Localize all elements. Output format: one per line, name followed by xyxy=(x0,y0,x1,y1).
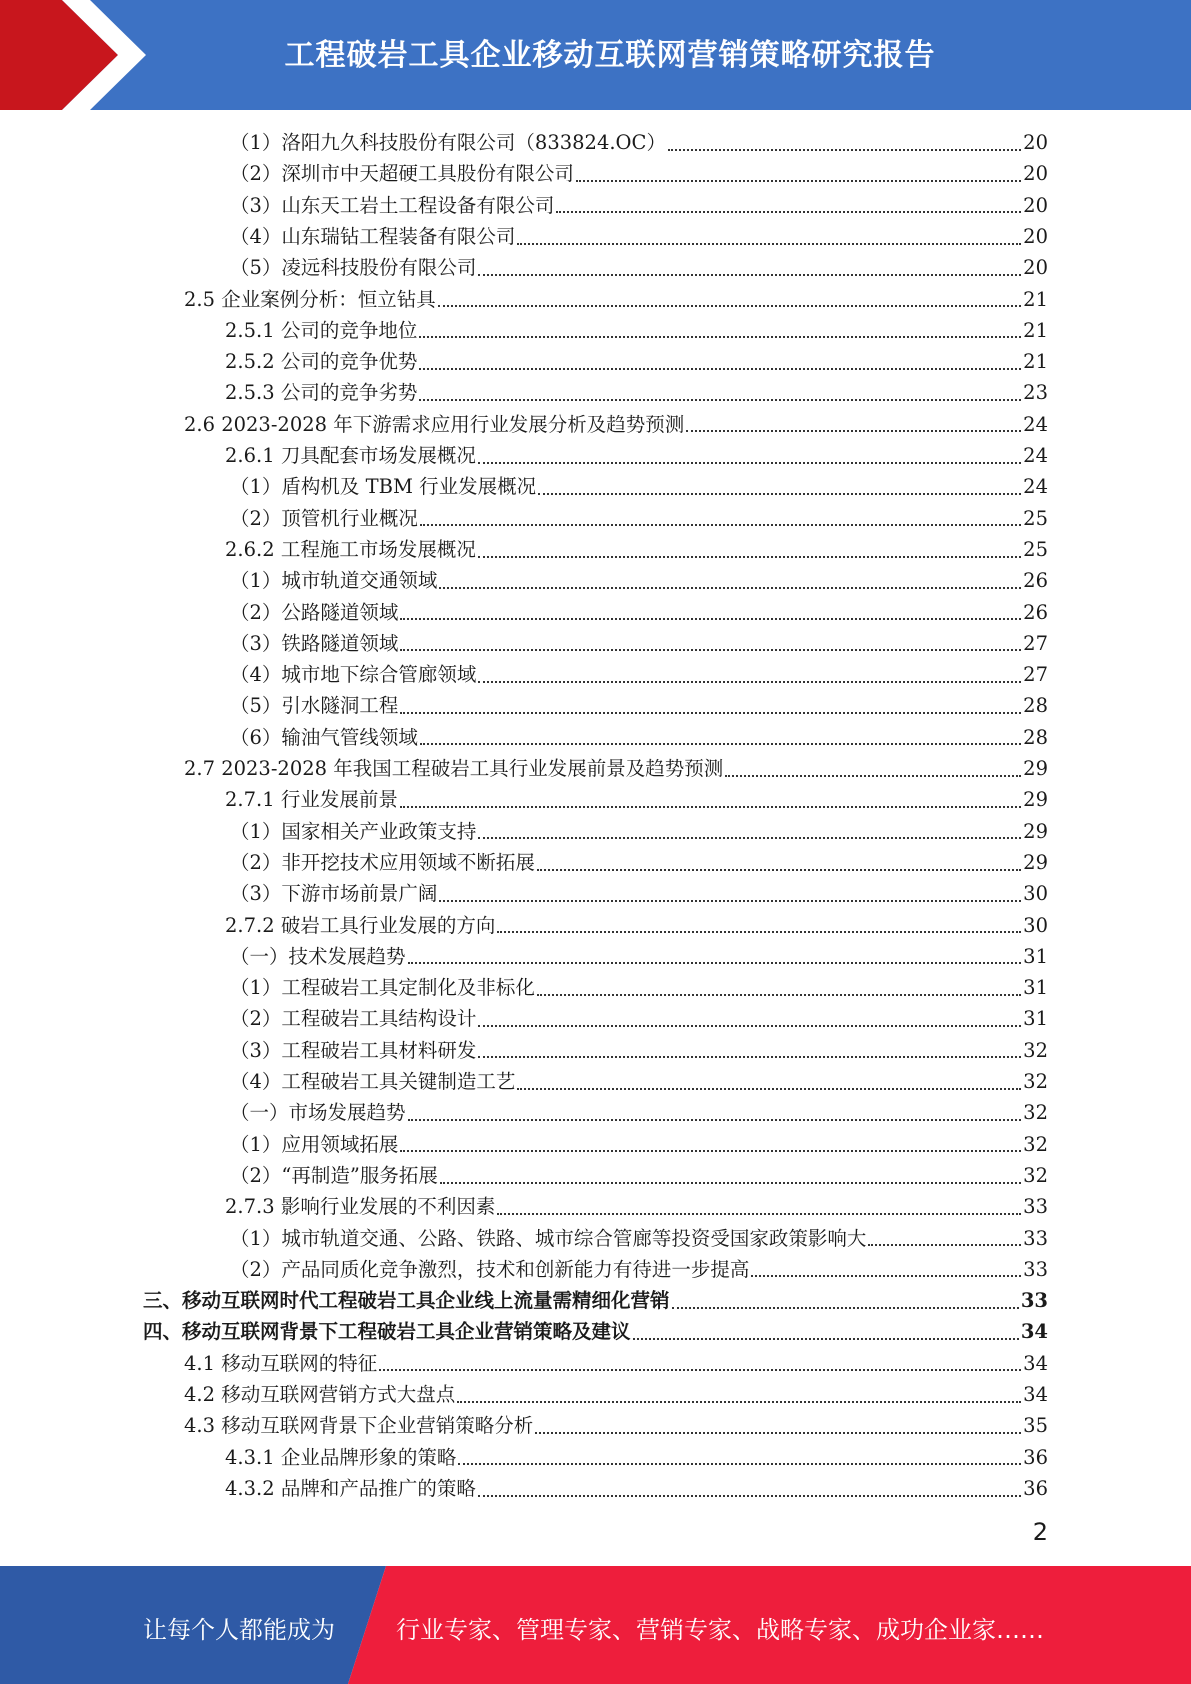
toc-leader-dots xyxy=(478,556,1021,558)
toc-entry-title: （2）工程破岩工具结构设计 xyxy=(230,1007,477,1031)
report-title: 工程破岩工具企业移动互联网营销策略研究报告 xyxy=(284,38,936,73)
toc-leader-dots xyxy=(419,368,1021,370)
toc-entry-page: 21 xyxy=(1023,318,1048,342)
toc-entry[interactable] xyxy=(230,972,1048,1003)
toc-leader-dots xyxy=(400,712,1021,714)
toc-leader-dots xyxy=(478,681,1021,683)
toc-entry-title: 4.3.2 品牌和产品推广的策略 xyxy=(225,1476,476,1500)
toc-entry-page: 20 xyxy=(1023,256,1048,280)
toc-entry-title: （1）洛阳九久科技股份有限公司（833824.OC） xyxy=(230,131,666,154)
toc-entry-title: 2.6.2 工程施工市场发展概况 xyxy=(225,537,476,561)
toc-entry-title: （5）引水隧洞工程 xyxy=(230,694,399,718)
toc-leader-dots xyxy=(400,618,1021,620)
toc-entry-title: 2.6 2023-2028 年下游需求应用行业发展分析及趋势预测 xyxy=(184,412,685,436)
toc-entry[interactable] xyxy=(225,346,1048,377)
toc-entry[interactable] xyxy=(230,1129,1048,1160)
toc-entry-title: （1）城市轨道交通、公路、铁路、城市综合管廊等投资受国家政策影响大 xyxy=(230,1226,867,1250)
toc-entry[interactable] xyxy=(184,1379,1048,1410)
toc-entry-page: 27 xyxy=(1023,663,1048,687)
toc-leader-dots xyxy=(439,900,1021,902)
toc-entry-page: 36 xyxy=(1023,1445,1048,1469)
toc-entry-title: （4）城市地下综合管廊领域 xyxy=(230,663,477,687)
toc-leader-dots xyxy=(868,1244,1021,1246)
toc-leader-dots xyxy=(457,1401,1021,1403)
toc-leader-dots xyxy=(400,806,1021,808)
toc-entry[interactable] xyxy=(225,910,1048,941)
toc-entry-page: 31 xyxy=(1023,944,1048,968)
toc-leader-dots xyxy=(576,180,1021,182)
toc-leader-dots xyxy=(420,743,1021,745)
toc-entry-title: 2.6.1 刀具配套市场发展概况 xyxy=(225,444,476,467)
toc-entry-title: （3）铁路隧道领域 xyxy=(230,631,399,655)
toc-entry-page: 33 xyxy=(1023,1195,1048,1219)
toc-entry-title: （2）顶管机行业概况 xyxy=(230,506,418,530)
toc-entry-page: 29 xyxy=(1023,850,1048,874)
toc-entry[interactable] xyxy=(225,377,1048,408)
toc-leader-dots xyxy=(408,1119,1022,1121)
toc-entry-title: （2）公路隧道领域 xyxy=(230,600,399,624)
toc-leader-dots xyxy=(400,649,1021,651)
toc-leader-dots xyxy=(478,274,1021,276)
toc-entry[interactable] xyxy=(230,816,1048,847)
toc-entry-page: 29 xyxy=(1023,788,1048,812)
toc-leader-dots xyxy=(478,462,1021,464)
toc-entry-title: （3）下游市场前景广阔 xyxy=(230,882,438,906)
toc-entry-page: 36 xyxy=(1023,1476,1048,1500)
toc-leader-dots xyxy=(478,1025,1021,1027)
toc-entry[interactable] xyxy=(230,221,1048,252)
toc-entry-page: 33 xyxy=(1023,1257,1048,1281)
toc-entry-title: （1）城市轨道交通领域 xyxy=(230,569,438,593)
toc-entry-title: 2.5.3 公司的竞争劣势 xyxy=(225,381,418,405)
toc-entry-page: 25 xyxy=(1023,537,1048,561)
toc-entry[interactable] xyxy=(230,1160,1048,1191)
toc-entry[interactable] xyxy=(184,1410,1048,1441)
toc-entry-page: 30 xyxy=(1023,882,1048,906)
toc-leader-dots xyxy=(458,1463,1021,1465)
toc-entry-title: 2.7.3 影响行业发展的不利因素 xyxy=(225,1195,496,1219)
toc-entry[interactable] xyxy=(230,1097,1048,1128)
toc-entry-page: 35 xyxy=(1023,1414,1048,1438)
toc-entry-page: 28 xyxy=(1023,725,1048,749)
toc-entry-page: 28 xyxy=(1023,694,1048,718)
toc-entry-page: 31 xyxy=(1023,976,1048,1000)
footer-slogan-right: 行业专家、管理专家、营销专家、战略专家、成功企业家…… xyxy=(396,1616,1044,1644)
toc-entry-page: 26 xyxy=(1023,569,1048,593)
toc-entry-page: 26 xyxy=(1023,600,1048,624)
toc-entry[interactable] xyxy=(230,127,1048,158)
toc-entry-page: 32 xyxy=(1023,1132,1048,1156)
toc-entry-page: 24 xyxy=(1023,475,1048,499)
toc-entry-page: 32 xyxy=(1023,1163,1048,1187)
toc-leader-dots xyxy=(517,1088,1021,1090)
toc-entry-title: （6）输油气管线领域 xyxy=(230,725,418,749)
toc-entry-title: 2.7.1 行业发展前景 xyxy=(225,788,398,812)
toc-entry[interactable] xyxy=(225,315,1048,346)
page-footer xyxy=(0,1566,1191,1684)
page-number: 2 xyxy=(1032,1518,1048,1546)
toc-leader-dots xyxy=(478,837,1021,839)
toc-entry[interactable] xyxy=(184,284,1048,315)
toc-entry[interactable] xyxy=(143,1285,1048,1316)
toc-entry-page: 30 xyxy=(1023,913,1048,937)
toc-entry-title: （4）工程破岩工具关键制造工艺 xyxy=(230,1070,516,1093)
toc-entry[interactable] xyxy=(143,1316,1048,1347)
toc-entry-page: 29 xyxy=(1023,819,1048,843)
toc-entry[interactable] xyxy=(225,534,1048,565)
footer-slogan-left: 让每个人都能成为 xyxy=(143,1616,335,1644)
toc-entry-title: 4.2 移动互联网营销方式大盘点 xyxy=(184,1383,456,1406)
toc-leader-dots xyxy=(668,149,1021,151)
toc-leader-dots xyxy=(439,587,1021,589)
toc-entry-page: 34 xyxy=(1023,1351,1048,1375)
toc-entry[interactable] xyxy=(230,690,1048,721)
toc-entry-page: 34 xyxy=(1023,1383,1048,1406)
toc-entry-page: 33 xyxy=(1020,1289,1048,1313)
toc-entry-title: （4）山东瑞钻工程装备有限公司 xyxy=(230,224,516,248)
toc-entry-title: 2.7 2023-2028 年我国工程破岩工具行业发展前景及趋势预测 xyxy=(184,757,724,780)
toc-leader-dots xyxy=(556,211,1021,213)
toc-entry-page: 23 xyxy=(1023,381,1048,405)
toc-entry[interactable] xyxy=(225,784,1048,815)
toc-entry-title: （1）应用领域拓展 xyxy=(230,1132,399,1156)
toc-entry-page: 31 xyxy=(1023,1007,1048,1031)
toc-entry-page: 27 xyxy=(1023,631,1048,655)
page-header xyxy=(0,0,1191,110)
toc-entry-page: 21 xyxy=(1023,350,1048,374)
toc-entry[interactable] xyxy=(184,1348,1048,1379)
toc-entry[interactable] xyxy=(225,1191,1048,1222)
toc-leader-dots xyxy=(537,869,1021,871)
toc-entry-page: 32 xyxy=(1023,1070,1048,1093)
toc-leader-dots xyxy=(535,1432,1021,1434)
toc-entry-title: 4.3.1 企业品牌形象的策略 xyxy=(225,1445,457,1469)
toc-entry[interactable] xyxy=(230,941,1048,972)
toc-leader-dots xyxy=(420,524,1021,526)
toc-entry[interactable] xyxy=(184,409,1048,440)
toc-entry-title: （1）国家相关产业政策支持 xyxy=(230,819,477,843)
toc-entry-title: 4.3 移动互联网背景下企业营销策略分析 xyxy=(184,1414,534,1438)
toc-entry-title: 2.5.2 公司的竞争优势 xyxy=(225,350,418,374)
toc-entry[interactable] xyxy=(230,158,1048,189)
toc-entry-title: 四、移动互联网背景下工程破岩工具企业营销策略及建议 xyxy=(143,1320,631,1344)
toc-entry-page: 33 xyxy=(1023,1226,1048,1250)
toc-entry-page: 29 xyxy=(1023,757,1048,780)
toc-entry-page: 24 xyxy=(1023,412,1048,436)
toc-entry-title: 4.1 移动互联网的特征 xyxy=(184,1351,378,1375)
toc-leader-dots xyxy=(478,1056,1021,1058)
toc-leader-dots xyxy=(419,336,1021,338)
toc-entry[interactable] xyxy=(230,1035,1048,1066)
toc-leader-dots xyxy=(633,1338,1019,1340)
toc-entry-page: 20 xyxy=(1023,193,1048,217)
toc-leader-dots xyxy=(497,1213,1021,1215)
toc-leader-dots xyxy=(537,994,1021,996)
toc-leader-dots xyxy=(725,775,1021,777)
toc-entry[interactable] xyxy=(230,190,1048,221)
toc-leader-dots xyxy=(400,1150,1021,1152)
toc-leader-dots xyxy=(686,430,1021,432)
toc-entry[interactable] xyxy=(230,565,1048,596)
toc-entry[interactable] xyxy=(225,1473,1048,1504)
toc-leader-dots xyxy=(379,1369,1021,1371)
toc-entry[interactable] xyxy=(230,628,1048,659)
toc-entry-title: （2）非开挖技术应用领域不断拓展 xyxy=(230,850,535,874)
toc-leader-dots xyxy=(538,493,1021,495)
toc-entry-page: 32 xyxy=(1023,1101,1048,1125)
toc-entry[interactable] xyxy=(225,1442,1048,1473)
toc-leader-dots xyxy=(408,962,1022,964)
toc-entry[interactable] xyxy=(230,1223,1048,1254)
toc-entry[interactable] xyxy=(230,659,1048,690)
toc-entry[interactable] xyxy=(230,1003,1048,1034)
toc-entry-title: （一）技术发展趋势 xyxy=(230,944,406,968)
toc-entry[interactable] xyxy=(230,1066,1048,1097)
toc-entry[interactable] xyxy=(225,440,1048,471)
toc-leader-dots xyxy=(751,1275,1021,1277)
toc-entry-page: 24 xyxy=(1023,444,1048,467)
toc-entry-title: （1）工程破岩工具定制化及非标化 xyxy=(230,976,535,1000)
toc-entry-title: 三、移动互联网时代工程破岩工具企业线上流量需精细化营销 xyxy=(143,1289,670,1313)
toc-entry-page: 20 xyxy=(1023,162,1048,186)
toc-entry-title: （5）凌远科技股份有限公司 xyxy=(230,256,477,280)
toc-entry[interactable] xyxy=(230,722,1048,753)
toc-entry-title: （2）产品同质化竞争激烈，技术和创新能力有待进一步提高 xyxy=(230,1257,750,1281)
toc-entry-page: 20 xyxy=(1023,224,1048,248)
toc-entry-title: （1）盾构机及 TBM 行业发展概况 xyxy=(230,475,537,499)
toc-entry[interactable] xyxy=(230,1254,1048,1285)
toc-entry-title: （一）市场发展趋势 xyxy=(230,1101,406,1125)
toc-leader-dots xyxy=(438,305,1021,307)
toc-leader-dots xyxy=(440,1182,1021,1184)
toc-entry-title: （3）工程破岩工具材料研发 xyxy=(230,1038,477,1062)
toc-entry-page: 20 xyxy=(1023,131,1048,154)
toc-leader-dots xyxy=(672,1307,1019,1309)
toc-entry-title: （2）“再制造”服务拓展 xyxy=(230,1163,438,1187)
toc-entry-page: 21 xyxy=(1023,287,1048,311)
toc-entry[interactable] xyxy=(230,878,1048,909)
toc-leader-dots xyxy=(517,243,1021,245)
toc-entry-page: 25 xyxy=(1023,506,1048,530)
toc-entry-title: 2.7.2 破岩工具行业发展的方向 xyxy=(225,913,496,937)
toc-leader-dots xyxy=(419,399,1021,401)
toc-leader-dots xyxy=(497,931,1021,933)
toc-entry-page: 32 xyxy=(1023,1038,1048,1062)
toc-entry[interactable] xyxy=(230,597,1048,628)
toc-entry-title: （3）山东天工岩土工程设备有限公司 xyxy=(230,193,555,217)
toc-entry-title: 2.5 企业案例分析：恒立钻具 xyxy=(184,287,436,311)
toc-entry-page: 34 xyxy=(1020,1320,1048,1344)
toc-entry[interactable] xyxy=(230,252,1048,283)
toc-entry[interactable] xyxy=(230,471,1048,502)
toc-entry[interactable] xyxy=(230,503,1048,534)
toc-entry[interactable] xyxy=(184,753,1048,784)
toc-entry[interactable] xyxy=(230,847,1048,878)
toc-leader-dots xyxy=(478,1495,1021,1497)
toc-entry-title: （2）深圳市中天超硬工具股份有限公司 xyxy=(230,162,574,186)
toc-entry-title: 2.5.1 公司的竞争地位 xyxy=(225,318,418,342)
